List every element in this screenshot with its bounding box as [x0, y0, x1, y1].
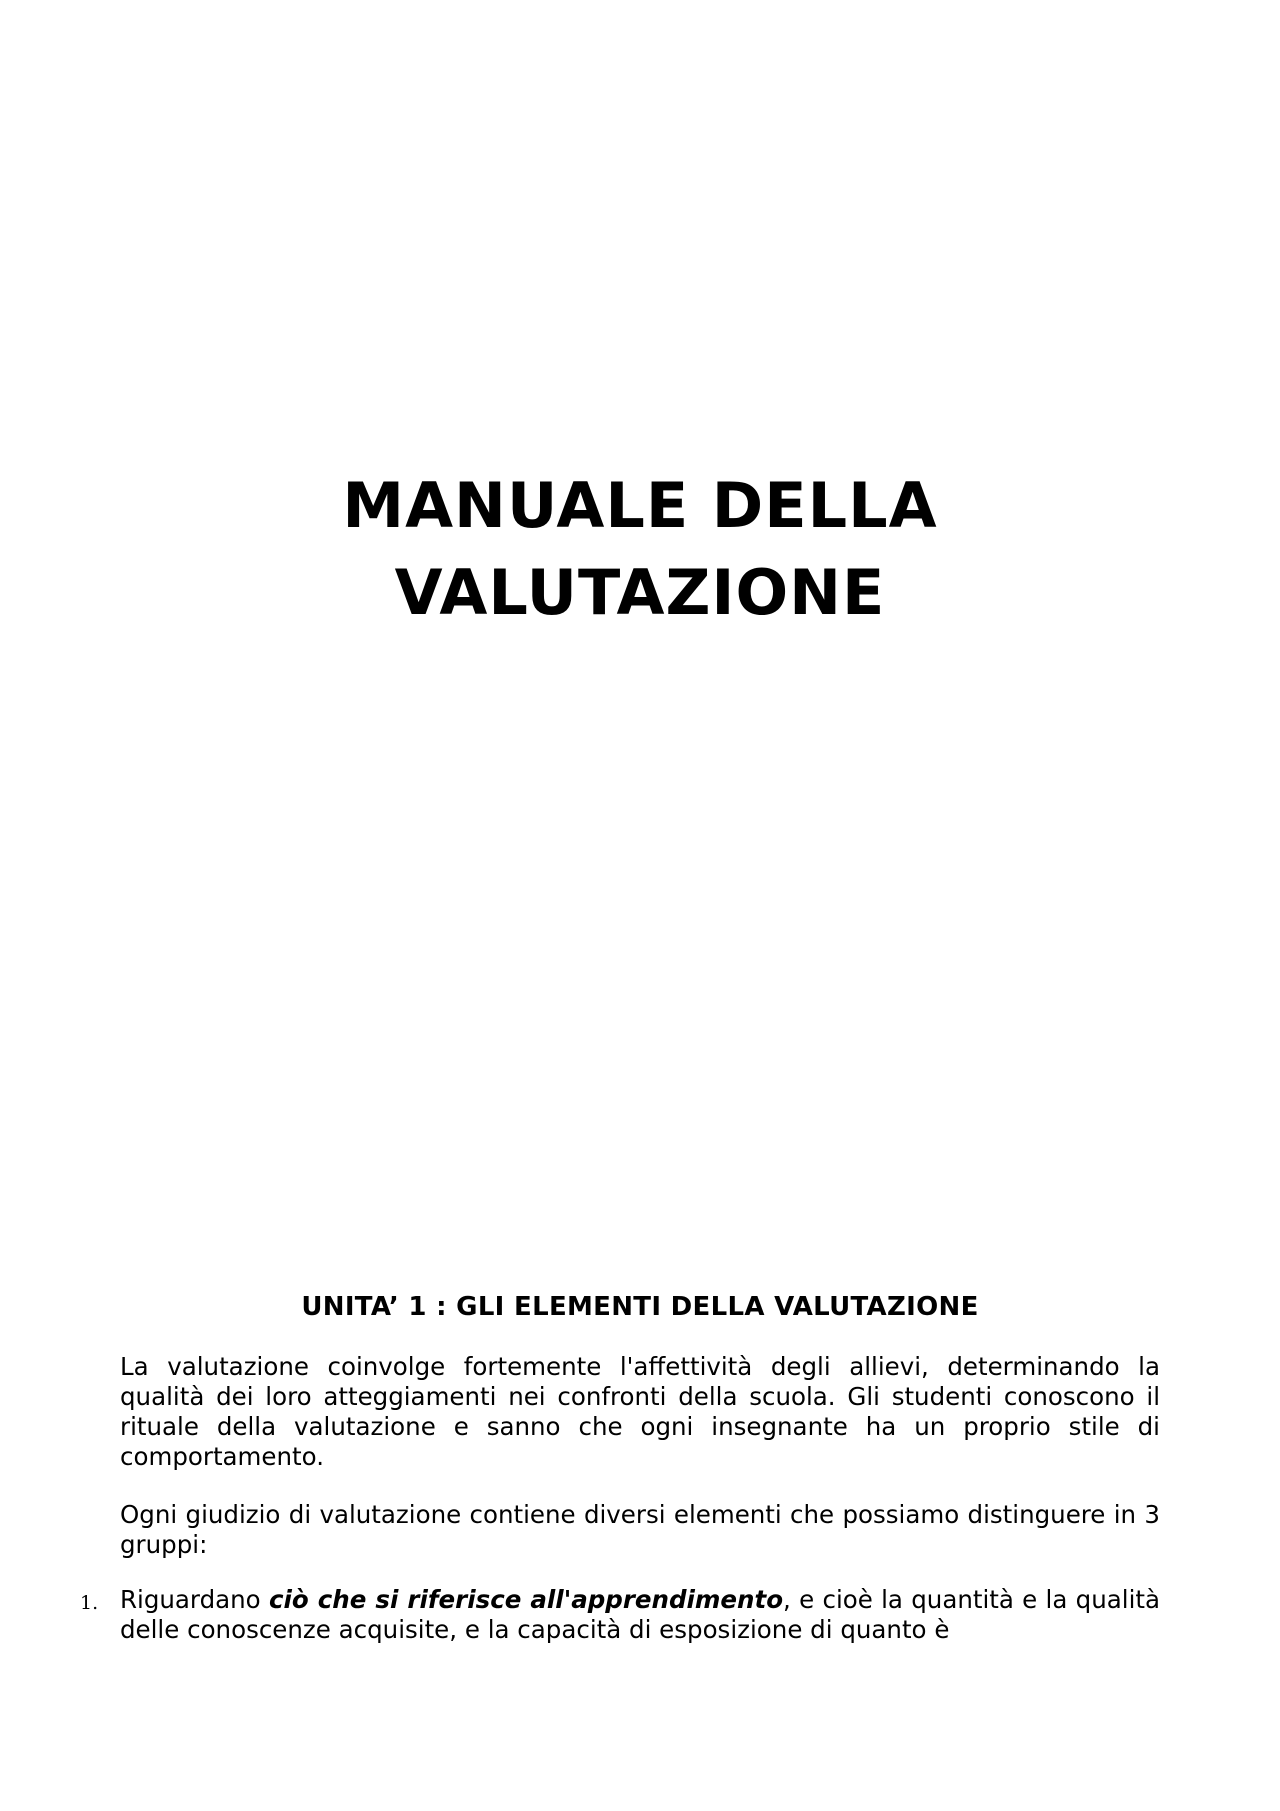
unit-heading: UNITA’ 1 : GLI ELEMENTI DELLA VALUTAZIONE	[301, 1292, 979, 1322]
list-item-lead: Riguardano	[120, 1585, 269, 1614]
groups-paragraph: Ogni giudizio di valutazione contiene diversi elementi che possiamo distinguere in 3 gruppi:	[120, 1500, 1160, 1559]
page-title-line-1: MANUALE DELLA	[342, 469, 938, 542]
list-item-rest: , e cioè la quantità e la qualità delle conoscenze acquisite, e la capacità di esposizione di quanto è	[120, 1585, 1160, 1644]
list-item-text	[120, 1585, 1160, 1645]
list-item-emphasis: ciò che si riferisce all'apprendimento	[268, 1585, 784, 1614]
page-title	[0, 462, 1280, 636]
intro-paragraph: La valutazione coinvolge fortemente l'affettività degli allievi, determinando la qualità dei loro atteggiamenti nei confronti della scuola. Gli studenti conoscono il rituale della valutazione e sanno che ogni insegnante ha un proprio stile di comportamento.	[120, 1352, 1160, 1471]
page-title-line-2: VALUTAZIONE	[394, 556, 886, 629]
list-item-number: 1.	[80, 1592, 99, 1614]
